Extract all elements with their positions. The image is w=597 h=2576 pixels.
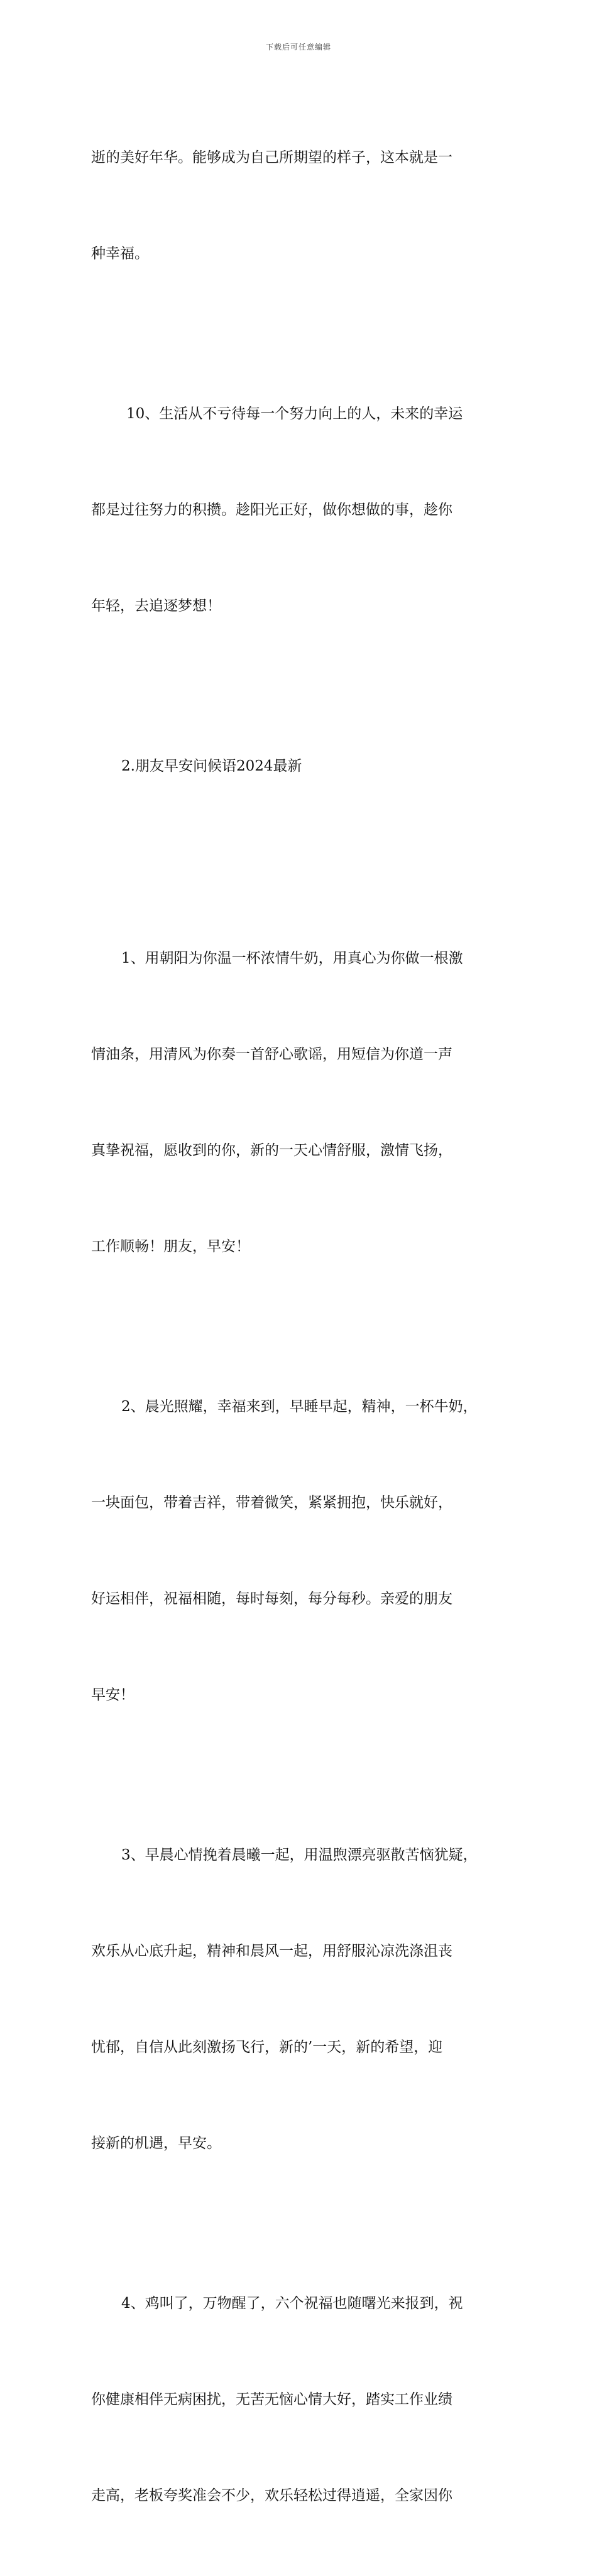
text-line: 年轻，去追逐梦想！ [91, 598, 221, 614]
text-line: 工作顺畅！朋友，早安！ [91, 1238, 250, 1255]
text-line: 欢乐从心底升起，精神和晨风一起，用舒服沁凉洗涤沮丧 [91, 1943, 452, 1959]
text-line: 都是过往努力的积攒。趁阳光正好，做你想做的事，趁你 [91, 502, 452, 518]
text-line: 种幸福。 [91, 246, 149, 262]
blank-line [91, 847, 512, 879]
paragraph [91, 1775, 512, 2224]
text-line: 10、生活从不亏待每一个努力向上的人，未来的幸运 [126, 406, 463, 422]
paragraph [91, 879, 512, 1327]
text-line: 3、早晨心情挽着晨曦一起，用温煦漂亮驱散苦恼犹疑， [121, 1847, 478, 1863]
text-line: 情油条，用清风为你奏一首舒心歌谣，用短信为你道一声 [91, 1046, 452, 1063]
paragraph [91, 78, 512, 334]
section-heading [91, 686, 512, 847]
text-line: 4、鸡叫了，万物醒了，六个祝福也随曙光来报到，祝 [121, 2295, 463, 2312]
paragraph [91, 2224, 512, 2576]
text-line: 忧郁，自信从此刻激扬飞行，新的’一天，新的希望，迎 [91, 2039, 443, 2055]
text-line: 2、晨光照耀，幸福来到，早睡早起，精神，一杯牛奶， [121, 1399, 478, 1415]
text-line: 你健康相伴无病困扰，无苦无恼心情大好，踏实工作业绩 [91, 2391, 452, 2408]
paragraph [91, 334, 512, 686]
text-line: 逝的美好年华。能够成为自己所期望的样子，这本就是一 [91, 149, 452, 166]
text-line: 接新的机遇，早安。 [91, 2135, 221, 2151]
heading-text: 2.朋友早安问候语2024最新 [121, 758, 302, 774]
text-line: 1、用朝阳为你温一杯浓情牛奶，用真心为你做一根激 [121, 950, 463, 966]
text-line: 真挚祝福，愿收到的你，新的一天心情舒服，激情飞扬， [91, 1142, 452, 1159]
page-header: 下载后可任意编辑 [265, 43, 331, 51]
text-line: 早安！ [91, 1687, 134, 1703]
text-line: 走高，老板夸奖准会不少，欢乐轻松过得逍遥，全家因你 [91, 2487, 452, 2504]
text-line: 一块面包，带着吉祥，带着微笑，紧紧拥抱，快乐就好， [91, 1495, 452, 1511]
paragraph [91, 1327, 512, 1775]
document-body [91, 78, 512, 2576]
text-line: 好运相伴，祝福相随，每时每刻，每分每秒。亲爱的朋友 [91, 1591, 452, 1607]
